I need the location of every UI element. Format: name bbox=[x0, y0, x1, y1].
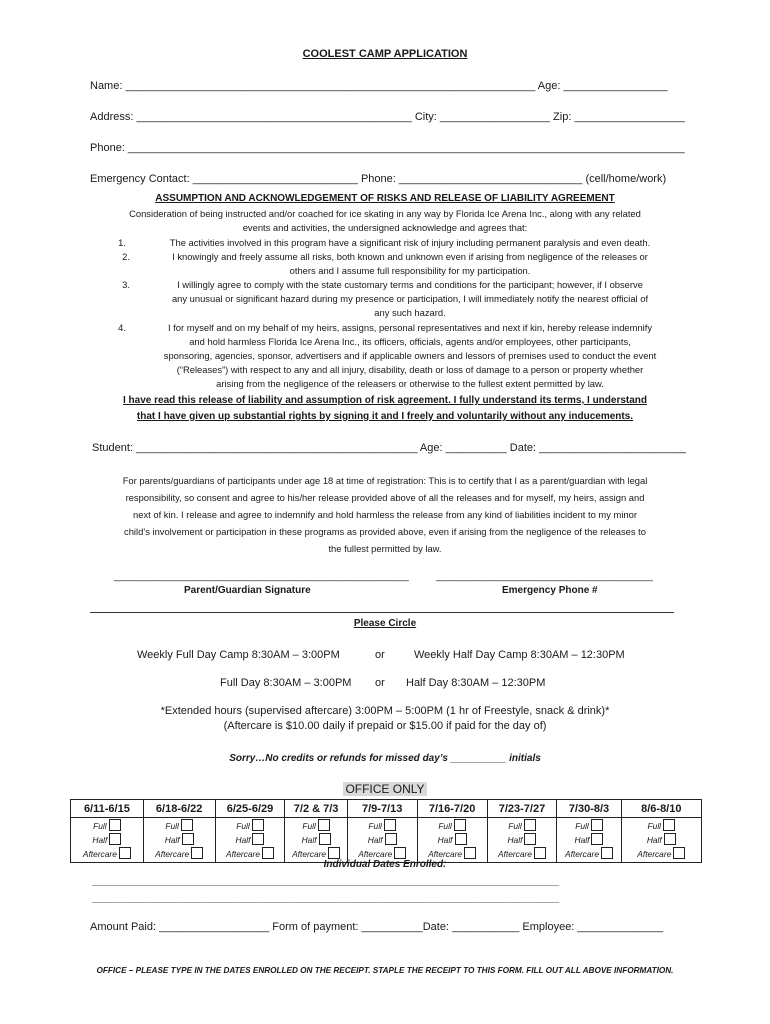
item-number: 1. bbox=[118, 237, 126, 248]
item-line: I knowingly and freely assume all risks, both known and unknown even if arising from negligence of the releases or bbox=[172, 251, 648, 262]
checkbox[interactable] bbox=[601, 847, 613, 859]
checkbox-row bbox=[488, 833, 557, 847]
checkbox-label: Full bbox=[302, 821, 316, 831]
checkbox[interactable] bbox=[109, 833, 121, 845]
checkbox-label: Aftercare bbox=[82, 849, 117, 859]
name-age-field[interactable]: Name: ___________________________________________________________________ Age: _________________ bbox=[90, 80, 668, 92]
checkbox[interactable] bbox=[591, 819, 603, 831]
item-number: 4. bbox=[118, 322, 126, 333]
checkbox[interactable] bbox=[252, 833, 264, 845]
item-line: and hold harmless Florida Ice Arena Inc., its officers, officials, agents and/or employees, other participants, bbox=[189, 336, 631, 347]
checkbox-row bbox=[285, 833, 346, 847]
item-line: arising from the negligence of the releasers or otherwise to the fullest extent permitted by law. bbox=[216, 378, 604, 389]
checkbox[interactable] bbox=[328, 847, 340, 859]
item-line: The activities involved in this program have a significant risk of injury including permanent paralysis and even death. bbox=[169, 237, 651, 248]
week-cell bbox=[417, 818, 487, 863]
checkbox-row bbox=[348, 819, 417, 833]
checkbox-row bbox=[557, 833, 620, 847]
week-header: 8/6-8/10 bbox=[621, 800, 701, 818]
individual-dates-label: Individual Dates Enrolled: bbox=[323, 859, 447, 870]
checkbox-label: Half bbox=[437, 835, 453, 845]
divider bbox=[90, 612, 674, 613]
checkbox-row bbox=[418, 819, 487, 833]
checkbox[interactable] bbox=[385, 833, 397, 845]
checkbox-row bbox=[216, 819, 285, 833]
checkbox[interactable] bbox=[191, 847, 203, 859]
week-cell bbox=[487, 818, 557, 863]
item-line: others and I assume full responsibility for my participation. bbox=[289, 265, 531, 276]
waiver-intro-line-2: events and activities, the undersigned acknowledge and agrees that: bbox=[242, 222, 528, 233]
parent-consent-line: For parents/guardians of participants under age 18 at time of registration: This is to certify that I as a parent/guardian with legal bbox=[122, 475, 648, 486]
parent-signature-field[interactable]: _____________________________________________________ bbox=[114, 571, 409, 582]
week-header: 7/30-8/3 bbox=[557, 800, 621, 818]
checkbox-label: Half bbox=[164, 835, 180, 845]
checkbox[interactable] bbox=[318, 819, 330, 831]
checkbox-label: Half bbox=[646, 835, 662, 845]
checkbox-label: Full bbox=[575, 821, 589, 831]
week-cell bbox=[285, 818, 347, 863]
checkbox-row bbox=[488, 819, 557, 833]
checkbox-label: Full bbox=[93, 821, 107, 831]
checkbox-label: Half bbox=[92, 835, 108, 845]
checkbox[interactable] bbox=[182, 833, 194, 845]
checkbox-label: Aftercare bbox=[497, 849, 532, 859]
item-line: any such hazard. bbox=[374, 307, 446, 318]
office-only-label bbox=[0, 782, 770, 796]
phone-field[interactable]: Phone: ___________________________________________________________________________________________ bbox=[90, 142, 685, 154]
week-cell bbox=[557, 818, 621, 863]
week-cell bbox=[143, 818, 215, 863]
parent-consent-line: child’s involvement or participation in these programs as provided above, even if arising from the negligence of the releases to bbox=[124, 526, 646, 537]
checkbox-row bbox=[557, 819, 620, 833]
checkbox-label: Aftercare bbox=[155, 849, 190, 859]
week-cell bbox=[215, 818, 285, 863]
checkbox[interactable] bbox=[109, 819, 121, 831]
checkbox-label: Full bbox=[438, 821, 452, 831]
weekly-half-day-option[interactable]: Weekly Half Day Camp 8:30AM – 12:30PM bbox=[414, 649, 625, 661]
week-header-row bbox=[71, 800, 702, 818]
office-only-text: OFFICE ONLY bbox=[345, 782, 425, 796]
individual-dates-field-2[interactable]: ____________________________________________________________________________________ bbox=[92, 893, 560, 904]
checkbox-label: Aftercare bbox=[565, 849, 599, 859]
parent-consent-line: the fullest permitted by law. bbox=[328, 543, 442, 554]
checkbox[interactable] bbox=[663, 819, 675, 831]
week-cell bbox=[71, 818, 144, 863]
parent-signature-label: Parent/Guardian Signature bbox=[184, 585, 311, 596]
checkbox[interactable] bbox=[384, 819, 396, 831]
week-header: 7/2 & 7/3 bbox=[285, 800, 347, 818]
page-title: COOLEST CAMP APPLICATION bbox=[302, 48, 468, 60]
checkbox-row bbox=[144, 833, 215, 847]
emergency-phone-label: Emergency Phone # bbox=[502, 585, 598, 596]
checkbox-row bbox=[348, 833, 417, 847]
payment-field[interactable]: Amount Paid: __________________ Form of payment: __________Date: ___________ Employee: ______________ bbox=[90, 921, 664, 933]
checkbox[interactable] bbox=[181, 819, 193, 831]
checkbox[interactable] bbox=[394, 847, 406, 859]
parent-consent-paragraph bbox=[90, 472, 680, 557]
checkbox[interactable] bbox=[319, 833, 331, 845]
week-cell bbox=[621, 818, 701, 863]
emergency-contact-field[interactable]: Emergency Contact: ___________________________ Phone: ______________________________ (cell/home/work) bbox=[90, 173, 667, 185]
checkbox[interactable] bbox=[464, 847, 476, 859]
checkbox-row bbox=[285, 819, 346, 833]
item-line: I willingly agree to comply with the state customary terms and conditions for the participant; however, if I observe bbox=[177, 279, 643, 290]
item-line: any unusual or significant hazard during my presence or participation, I will immediately notify the nearest official of bbox=[171, 293, 649, 304]
checkbox-row bbox=[622, 819, 701, 833]
checkbox-row bbox=[216, 833, 285, 847]
checkbox-label: Aftercare bbox=[358, 849, 393, 859]
checkbox[interactable] bbox=[673, 847, 685, 859]
week-header: 6/18-6/22 bbox=[143, 800, 215, 818]
checkbox[interactable] bbox=[524, 833, 536, 845]
checkbox-label: Aftercare bbox=[226, 849, 260, 859]
individual-dates-field-1[interactable]: ____________________________________________________________________________________ bbox=[92, 876, 560, 887]
item-line: (“Releases”) with respect to any and all injury, disability, death or loss of damage to a person or property whether bbox=[176, 364, 644, 375]
item-number: 3. bbox=[122, 279, 130, 290]
extended-hours-line: *Extended hours (supervised aftercare) 3:00PM – 5:00PM (1 hr of Freestyle, snack & drink)* bbox=[160, 705, 610, 717]
waiver-intro-line-1: Consideration of being instructed and/or coached for ice skating in any way by Florida Ice Arena Inc., along with any related bbox=[129, 208, 641, 219]
emergency-phone-field[interactable]: _______________________________________ bbox=[436, 571, 653, 582]
acknowledgement-line-1: I have read this release of liability and assumption of risk agreement. I fully understand its terms, I understand bbox=[122, 395, 648, 406]
full-day-option[interactable]: Full Day 8:30AM – 3:00PM bbox=[220, 677, 352, 689]
acknowledgement-line-2: that I have given up substantial rights by signing it and I freely and voluntarily without any inducements. bbox=[136, 411, 634, 422]
checkbox[interactable] bbox=[119, 847, 131, 859]
checkbox-label: Aftercare bbox=[637, 849, 672, 859]
item-number: 2. bbox=[122, 251, 130, 262]
student-age-date-field[interactable]: Student: ______________________________________________ Age: __________ Date: ________________________ bbox=[92, 442, 686, 454]
checkbox[interactable] bbox=[591, 833, 603, 845]
checkbox[interactable] bbox=[455, 833, 467, 845]
weekly-full-day-option[interactable]: Weekly Full Day Camp 8:30AM – 3:00PM bbox=[137, 649, 340, 661]
checkbox[interactable] bbox=[262, 847, 274, 859]
item-line: sponsoring, agencies, sponsor, advertisers and if applicable owners and lessors of premises used to conduct the event bbox=[163, 350, 657, 361]
checkbox-label: Full bbox=[647, 821, 662, 831]
week-header: 7/9-7/13 bbox=[347, 800, 417, 818]
or-label: or bbox=[375, 677, 385, 689]
checkbox-row bbox=[71, 833, 143, 847]
checkbox-label: Full bbox=[508, 821, 522, 831]
checkbox-label: Aftercare bbox=[292, 849, 327, 859]
checkbox[interactable] bbox=[534, 847, 546, 859]
checkbox-label: Full bbox=[165, 821, 179, 831]
week-header: 6/11-6/15 bbox=[71, 800, 144, 818]
waiver-heading: ASSUMPTION AND ACKNOWLEDGEMENT OF RISKS AND RELEASE OF LIABILITY AGREEMENT bbox=[155, 193, 615, 204]
half-day-option[interactable]: Half Day 8:30AM – 12:30PM bbox=[406, 677, 546, 689]
checkbox-label: Half bbox=[367, 835, 383, 845]
or-label: or bbox=[375, 649, 385, 661]
aftercare-price-line: (Aftercare is $10.00 daily if prepaid or $15.00 if paid for the day of) bbox=[223, 720, 547, 732]
week-header: 6/25-6/29 bbox=[215, 800, 285, 818]
checkbox-label: Half bbox=[235, 835, 251, 845]
checkbox[interactable] bbox=[252, 819, 264, 831]
address-city-zip-field[interactable]: Address: _____________________________________________ City: __________________ Zip: __________________ bbox=[90, 111, 685, 123]
office-footer-note: OFFICE – PLEASE TYPE IN THE DATES ENROLLED ON THE RECEIPT. STAPLE THE RECEIPT TO THIS FORM. FILL OUT ALL ABOVE INFORMATION. bbox=[96, 966, 674, 975]
week-checkbox-row bbox=[71, 818, 702, 863]
please-circle-heading: Please Circle bbox=[353, 618, 417, 629]
checkbox[interactable] bbox=[524, 819, 536, 831]
checkbox-label: Aftercare bbox=[428, 849, 463, 859]
parent-consent-line: responsibility, so consent and agree to his/her release provided above of all the releases and for myself, my heirs, assign and bbox=[125, 492, 645, 503]
week-header: 7/16-7/20 bbox=[417, 800, 487, 818]
checkbox-label: Half bbox=[574, 835, 590, 845]
week-cell bbox=[347, 818, 417, 863]
checkbox-row bbox=[622, 833, 701, 847]
checkbox-label: Full bbox=[236, 821, 250, 831]
no-refunds-notice: Sorry…No credits or refunds for missed day’s __________ initials bbox=[229, 753, 541, 764]
checkbox-label: Half bbox=[301, 835, 317, 845]
checkbox-label: Full bbox=[368, 821, 382, 831]
checkbox[interactable] bbox=[664, 833, 676, 845]
checkbox-row bbox=[71, 819, 143, 833]
checkbox-label: Half bbox=[507, 835, 523, 845]
parent-consent-line: next of kin. I release and agree to indemnify and hold harmless the release from any kind of liabilities incident to my minor bbox=[133, 509, 637, 520]
week-header: 7/23-7/27 bbox=[487, 800, 557, 818]
checkbox-row bbox=[144, 819, 215, 833]
checkbox-row bbox=[418, 833, 487, 847]
item-line: I for myself and on my behalf of my heirs, assigns, personal representatives and next if kin, hereby release indemnify bbox=[167, 322, 653, 333]
checkbox[interactable] bbox=[454, 819, 466, 831]
week-enrollment-table bbox=[70, 799, 702, 863]
